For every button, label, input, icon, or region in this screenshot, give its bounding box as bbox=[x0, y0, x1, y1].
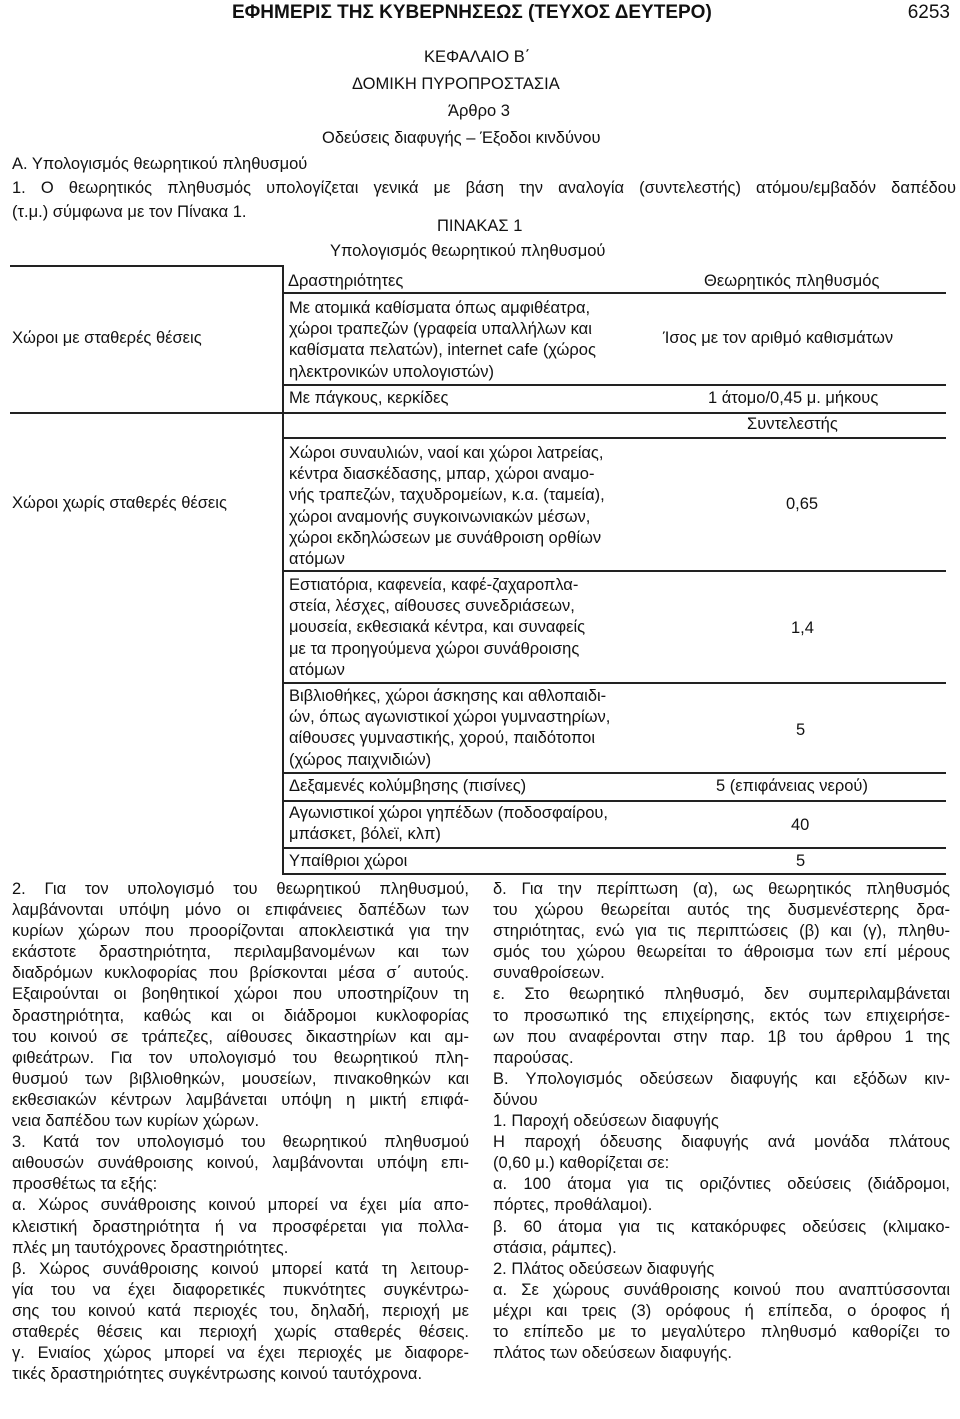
text-line: δραστηριότητα, καθώς και οι διάδρομοι κυκλοφορίας bbox=[12, 1006, 469, 1025]
table-rule bbox=[282, 772, 946, 774]
text-line: το προσωπικό της επιχείρησης, εκτός των επιχειρήσε- bbox=[493, 1006, 950, 1025]
text-line: ων που αναφέρονται στην παρ. 1β του άρθρου 1 της bbox=[493, 1027, 950, 1046]
text-line: α. 100 άτομα για τις οριζόντιες οδεύσεις (διάδρομοι, bbox=[493, 1175, 950, 1194]
left-column-text bbox=[12, 879, 469, 1385]
section-a-heading: Α. Υπολογισμός θεωρητικού πληθυσμού bbox=[12, 155, 308, 173]
table-rule bbox=[282, 412, 946, 414]
text-line: δ. Για την περίπτωση (α), ως θεωρητικός πληθυσμός bbox=[493, 880, 950, 898]
text-line: πλάτος των οδεύσεων διαφυγής. bbox=[493, 1344, 732, 1363]
text-line: αιθουσών συνάθροισης κοινού, λαμβάνονται υπόψη επι- bbox=[12, 1154, 469, 1173]
text-line: δύνου bbox=[493, 1090, 538, 1109]
intro-paragraph-line: 1. Ο θεωρητικός πληθυσμός υπολογίζεται γενικά με βάση την αναλογία (συντελεστής) ατόμου/εμβαδόν δαπέδου bbox=[12, 179, 956, 197]
table-rule bbox=[282, 437, 946, 439]
text-line: του χώρου θεωρείται αυτός της δυσμενέστερης δρα- bbox=[493, 901, 950, 920]
text-line: το επίπεδο με το μεγαλύτερο πληθυσμό καθορίζει το bbox=[493, 1322, 950, 1341]
row-individual-seats: Με ατομικά καθίσματα όπως αμφιθέατρα, χώροι τραπεζών (γραφεία υπαλλήλων και καθίσματα πελατών), internet cafe (χώρος ηλεκτρονικών υπολογιστών) bbox=[289, 299, 596, 381]
text-line: στάσια, ράμπες). bbox=[493, 1238, 617, 1257]
text-line: εκθεσιακών κέντρων λαμβάνεται υπόψη η μικτή επιφά- bbox=[12, 1090, 469, 1109]
text-line: 3. Κατά τον υπολογισμό του θεωρητικού πληθυσμού bbox=[12, 1133, 469, 1152]
text-line: σμός του χώρου θεωρείται το άθροισμα των επί μέρους bbox=[493, 943, 950, 962]
group-nonfixed-seats: Χώροι χωρίς σταθερές θέσεις bbox=[12, 494, 227, 512]
row-sports-grounds: Αγωνιστικοί χώροι γηπέδων (ποδοσφαίρου, μπάσκετ, βόλεϊ, κλπ) bbox=[289, 804, 609, 844]
text-line: (0,60 μ.) καθορίζεται σε: bbox=[493, 1154, 670, 1173]
text-line: προσθέτως τα εξής: bbox=[12, 1175, 158, 1194]
text-line: διαδρόμων κυκλοφορίας που βρίσκονται μέσα σ΄ αυτούς. bbox=[12, 964, 469, 983]
row-outdoor: Υπαίθριοι χώροι bbox=[289, 852, 408, 870]
text-line: σης του κοινού κατά περιοχές του, δηλαδή, περιοχή με bbox=[12, 1301, 469, 1320]
text-line: Η παροχή όδευσης διαφυγής ανά μονάδα πλάτους bbox=[493, 1133, 950, 1152]
table-title: ΠΙΝΑΚΑΣ 1 bbox=[437, 217, 523, 235]
row-concert-halls-value: 0,65 bbox=[786, 495, 819, 513]
row-restaurants-value: 1,4 bbox=[791, 619, 814, 637]
text-line: κυρίων χώρων που προορίζονται αποκλειστικά για την bbox=[12, 922, 469, 941]
text-line: θυσμού των βιβλιοθηκών, μουσείων, πινακοθηκών και bbox=[12, 1069, 469, 1088]
text-line: μέχρι και τρεις (3) ορόφους ή επίπεδα, ο όροφος ή bbox=[493, 1301, 950, 1320]
text-line: Εξαιρούνται οι βοηθητικοί χώροι που υποστηρίζουν τη bbox=[12, 985, 469, 1004]
row-concert-halls: Χώροι συναυλιών, ναοί και χώροι λατρείας, κέντρα διασκέδασης, μπαρ, χώροι αναμο- νής τραπεζών, ταχυδρομείων, κ.α. (ταμεία), χώροι αναμονής συγκοινωνιακών μέσων, χώροι εκδηλώσεων με συνάθροιση ορθίων ατόμων bbox=[289, 444, 605, 569]
table-header-activities: Δραστηριότητες bbox=[288, 272, 404, 290]
table-rule bbox=[10, 412, 282, 414]
text-line: λαμβάνονται υπόψη μόνο οι επιφάνειες δαπέδων των bbox=[12, 901, 469, 920]
table-rule bbox=[282, 873, 946, 875]
article-title: Οδεύσεις διαφυγής – Έξοδοι κινδύνου bbox=[322, 129, 601, 147]
table-rule bbox=[282, 570, 946, 572]
text-line: συναθροίσεων. bbox=[493, 964, 605, 983]
page-number: 6253 bbox=[907, 2, 950, 23]
text-line: γία του να έχει διαφορετικές πυκνότητες συγκέντρω- bbox=[12, 1280, 469, 1299]
row-pools: Δεξαμενές κολύμβησης (πισίνες) bbox=[289, 777, 527, 795]
chapter-title: ΔΟΜΙΚΗ ΠΥΡΟΠΡΟΣΤΑΣΙΑ bbox=[352, 75, 560, 93]
text-line: 1. Παροχή οδεύσεων διαφυγής bbox=[493, 1112, 719, 1131]
text-line: νεια δαπέδου των κυρίων χώρων. bbox=[12, 1112, 260, 1131]
row-benches-value: 1 άτομο/0,45 μ. μήκους bbox=[708, 389, 879, 407]
text-line: στηριότητας, ενώ για τις περιπτώσεις (β) και (γ), πληθυ- bbox=[493, 922, 950, 941]
text-line: εκάστοτε δραστηριότητα, περιλαμβανομένων και των bbox=[12, 943, 469, 962]
article-label: Άρθρο 3 bbox=[448, 102, 510, 120]
text-line: του κοινού σε τράπεζες, αίθουσες δικαστηρίων και αμ- bbox=[12, 1027, 469, 1046]
row-individual-seats-value: Ίσος με τον αριθμό καθισμάτων bbox=[663, 329, 894, 347]
row-libraries: Βιβλιοθήκες, χώροι άσκησης και αθλοπαιδι- ών, όπως αγωνιστικοί χώροι γυμναστηρίων, αίθουσες γυμναστικής, χορού, παιδότοποι (χώρος παιχνιδιών) bbox=[289, 687, 611, 769]
text-line: σταθερές θέσεις και περιοχή χωρίς σταθερές θέσεις. bbox=[12, 1322, 469, 1341]
table-rule bbox=[282, 847, 946, 849]
table-subtitle: Υπολογισμός θεωρητικού πληθυσμού bbox=[330, 242, 606, 260]
right-column-text bbox=[493, 879, 950, 1364]
row-restaurants: Εστιατόρια, καφενεία, καφέ-ζαχαροπλα- στεία, λέσχες, αίθουσες συνεδριάσεων, μουσεία, εκθεσιακά κέντρα, και συναφείς με τα προηγούμενα χώροι συνάθροισης ατόμων bbox=[289, 576, 586, 679]
text-line: πλές μη ταυτόχρονες δραστηριότητες. bbox=[12, 1238, 289, 1257]
intro-paragraph-line: (τ.μ.) σύμφωνα με τον Πίνακα 1. bbox=[12, 203, 247, 221]
table-rule bbox=[282, 292, 946, 294]
text-line: κλειστική δραστηριότητα ή να προσφέρεται για πολλα- bbox=[12, 1217, 469, 1236]
text-line: Β. Υπολογισμός οδεύσεων διαφυγής και εξόδων κιν- bbox=[493, 1069, 950, 1088]
group-fixed-seats: Χώροι με σταθερές θέσεις bbox=[12, 329, 202, 347]
row-pools-value: 5 (επιφάνειας νερού) bbox=[716, 777, 868, 795]
text-line: φιθεάτρων. Για τον υπολογισμό του θεωρητικού πλη- bbox=[12, 1048, 469, 1067]
text-line: ε. Στο θεωρητικό πληθυσμό, δεν συμπεριλαμβάνεται bbox=[493, 985, 950, 1004]
table-rule bbox=[282, 682, 946, 684]
text-line: γ. Ενιαίος χώρος μπορεί να έχει περιοχές με διαφορε- bbox=[12, 1344, 469, 1363]
text-line: α. Σε χώρους συνάθροισης κοινού που αναπτύσσονται bbox=[493, 1280, 950, 1299]
gazette-title: ΕΦΗΜΕΡΙΣ ΤΗΣ ΚΥΒΕΡΝΗΣΕΩΣ (ΤΕΥΧΟΣ ΔΕΥΤΕΡΟ) bbox=[232, 2, 712, 23]
table-rule bbox=[282, 800, 946, 802]
text-line: 2. Πλάτος οδεύσεων διαφυγής bbox=[493, 1259, 715, 1278]
row-benches: Με πάγκους, κερκίδες bbox=[289, 389, 449, 407]
table-header-population: Θεωρητικός πληθυσμός bbox=[704, 272, 880, 290]
table-rule bbox=[282, 265, 284, 873]
text-line: α. Χώρος συνάθροισης κοινού μπορεί να έχει μία απο- bbox=[12, 1196, 469, 1215]
text-line: πόρτες, προθάλαμοι). bbox=[493, 1196, 653, 1215]
text-line: β. 60 άτομα για τις κατακόρυφες οδεύσεις (κλιμακο- bbox=[493, 1217, 950, 1236]
coefficient-header: Συντελεστής bbox=[747, 415, 838, 433]
text-line: β. Χώρος συνάθροισης κοινού μπορεί κατά τη λειτουρ- bbox=[12, 1259, 469, 1278]
row-libraries-value: 5 bbox=[796, 721, 806, 739]
row-outdoor-value: 5 bbox=[796, 852, 806, 870]
table-rule bbox=[282, 384, 946, 386]
row-sports-grounds-value: 40 bbox=[791, 816, 810, 834]
text-line: 2. Για τον υπολογισμό του θεωρητικού πληθυσμού, bbox=[12, 880, 469, 898]
table-rule bbox=[10, 265, 282, 267]
chapter-label: ΚΕΦΑΛΑΙΟ Β΄ bbox=[424, 48, 531, 66]
text-line: τικές δραστηριότητες συγκέντρωσης κοινού ταυτόχρονα. bbox=[12, 1365, 423, 1384]
text-line: παρούσας. bbox=[493, 1048, 574, 1067]
